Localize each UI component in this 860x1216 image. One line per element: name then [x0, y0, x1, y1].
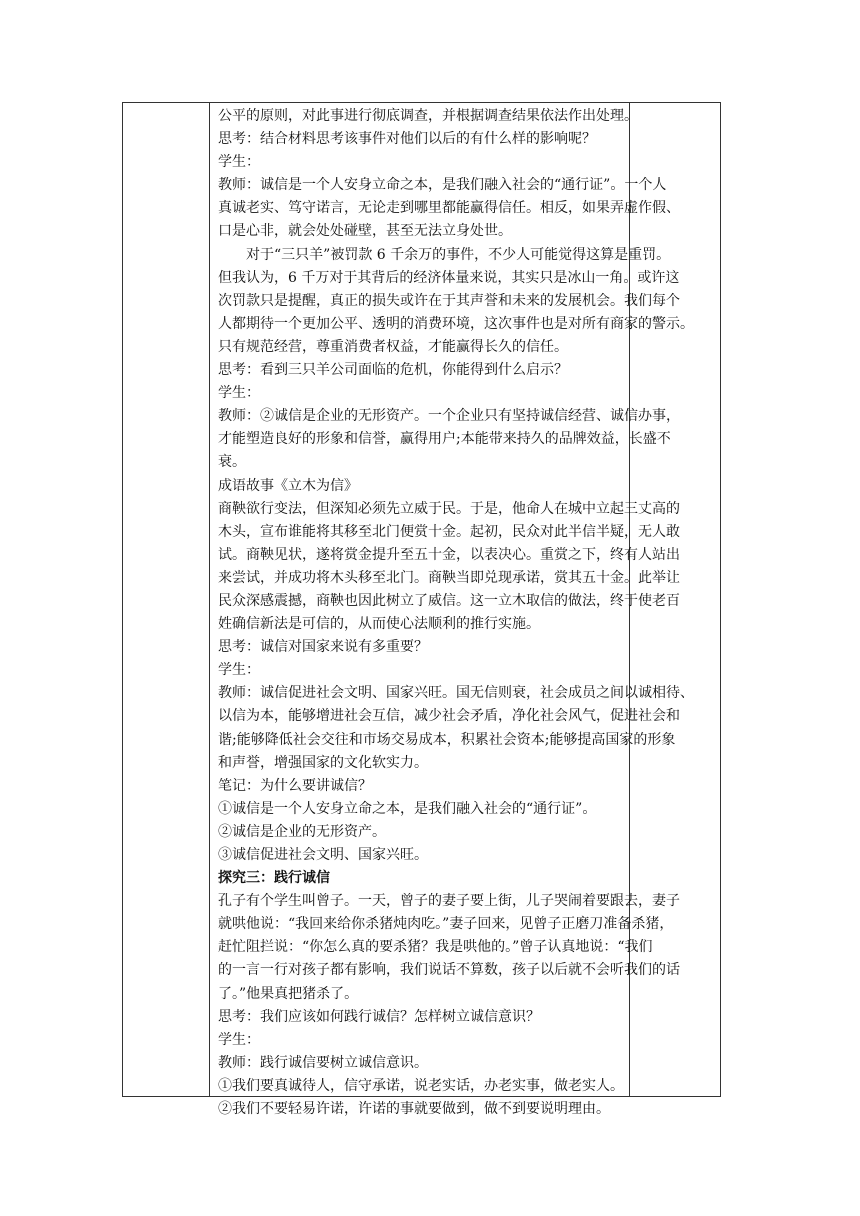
text-line: ③诚信促进社会文明、国家兴旺。	[218, 847, 428, 863]
text-line: 和声誉，增强国家的文化软实力。	[218, 754, 428, 771]
text-line: 姓确信新法是可信的，从而使心法顺利的推行实施。	[218, 616, 540, 633]
text-line: 公平的原则，对此事进行彻底调查，并根据调查结果依法作出处理。	[218, 108, 638, 124]
lesson-table	[122, 102, 721, 1118]
text-line: 孔子有个学生叫曾子。一天，曾子的妻子要上街，儿子哭闹着要跟去，妻子	[218, 893, 680, 910]
text-line: 真诚老实、笃守诺言，无论走到哪里都能赢得信任。相反，如果弄虚作假、	[218, 200, 680, 217]
text-line: 教师：②诚信是企业的无形资产。一个企业只有坚持诚信经营、诚信办事，	[218, 408, 680, 425]
text-line: 了。”他果真把猪杀了。	[218, 985, 359, 1002]
text-line: 就哄他说：“我回来给你杀猪炖肉吃。”妻子回来，见曾子正磨刀准备杀猪，	[218, 916, 674, 933]
text-line: 教师：践行诚信要树立诚信意识。	[218, 1054, 428, 1071]
text-line: 笔记：为什么要讲诚信？	[218, 777, 372, 794]
text-line: 口是心非，就会处处碰壁，甚至无法立身处世。	[218, 223, 512, 240]
text-line: 学生：	[218, 662, 260, 679]
text-line: 来尝试，并成功将木头移至北门。商鞅当即兑现承诺，赏其五十金。此举让	[218, 569, 680, 586]
text-line: ②我们不要轻易许诺，许诺的事就要做到，做不到要说明理由。	[218, 1101, 610, 1118]
text-line: 对于“三只羊”被罚款 6 千余万的事件，不少人可能觉得这算是重罚。	[246, 246, 671, 263]
text-line: 试。商鞅见状，遂将赏金提升至五十金，以表决心。重赏之下，终有人站出	[218, 546, 680, 563]
text-line: 次罚款只是提醒，真正的损失或许在于其声誉和未来的发展机会。我们每个	[218, 292, 680, 309]
text-line: ②诚信是企业的无形资产。	[218, 823, 386, 840]
text-line: 学生：	[218, 154, 260, 171]
table-column-content	[210, 103, 694, 1118]
text-line: 赶忙阻拦说：“你怎么真的要杀猪？我是哄他的。”曾子认真地说：“我们	[218, 939, 653, 956]
lesson-text	[218, 105, 694, 1121]
text-line: 思考：结合材料思考该事件对他们以后的有什么样的影响呢？	[218, 131, 596, 148]
text-line: 思考：看到三只羊公司面临的危机，你能得到什么启示？	[218, 362, 568, 379]
table-column-left	[123, 103, 210, 1096]
text-line: 木头，宣布谁能将其移至北门便赏十金。起初，民众对此半信半疑，无人敢	[218, 523, 680, 540]
text-line: 才能塑造良好的形象和信誉，赢得用户;本能带来持久的品牌效益，长盛不	[218, 431, 671, 448]
text-line: 的一言一行对孩子都有影响，我们说话不算数，孩子以后就不会听我们的话	[218, 962, 680, 979]
text-line: 成语故事《立木为信》	[218, 477, 358, 494]
text-line: 衰。	[218, 454, 246, 471]
text-line: ①诚信是一个人安身立命之本，是我们融入社会的“通行证”。	[218, 800, 597, 817]
text-line: 只有规范经营，尊重消费者权益，才能赢得长久的信任。	[218, 338, 568, 355]
text-line: 谐;能够降低社会交往和市场交易成本，积累社会资本;能够提高国家的形象	[218, 731, 676, 748]
text-line: 商鞅欲行变法，但深知必须先立威于民。于是，他命人在城中立起三丈高的	[218, 500, 680, 517]
text-line: 但我认为，6 千万对于其背后的经济体量来说，其实只是冰山一角。或许这	[218, 269, 680, 286]
text-line: 学生：	[218, 1031, 260, 1048]
text-line: 以信为本，能够增进社会互信，减少社会矛盾，净化社会风气，促进社会和	[218, 708, 680, 725]
text-line: 思考：我们应该如何践行诚信？怎样树立诚信意识？	[218, 1008, 540, 1025]
text-line: 思考：诚信对国家来说有多重要？	[218, 639, 428, 656]
text-line: 教师：诚信是一个人安身立命之本，是我们融入社会的“通行证”。一个人	[218, 177, 667, 194]
text-line: 人都期待一个更加公平、透明的消费环境，这次事件也是对所有商家的警示。	[218, 315, 694, 332]
text-line: 民众深感震撼，商鞅也因此树立了威信。这一立木取信的做法，终于使老百	[218, 592, 680, 609]
text-line: 学生：	[218, 385, 260, 402]
section-heading: 探究三：践行诚信	[218, 870, 330, 887]
text-line: ①我们要真诚待人，信守承诺，说老实话，办老实事，做老实人。	[218, 1077, 624, 1094]
text-line: 教师：诚信促进社会文明、国家兴旺。国无信则衰，社会成员之间以诚相待、	[218, 685, 694, 702]
